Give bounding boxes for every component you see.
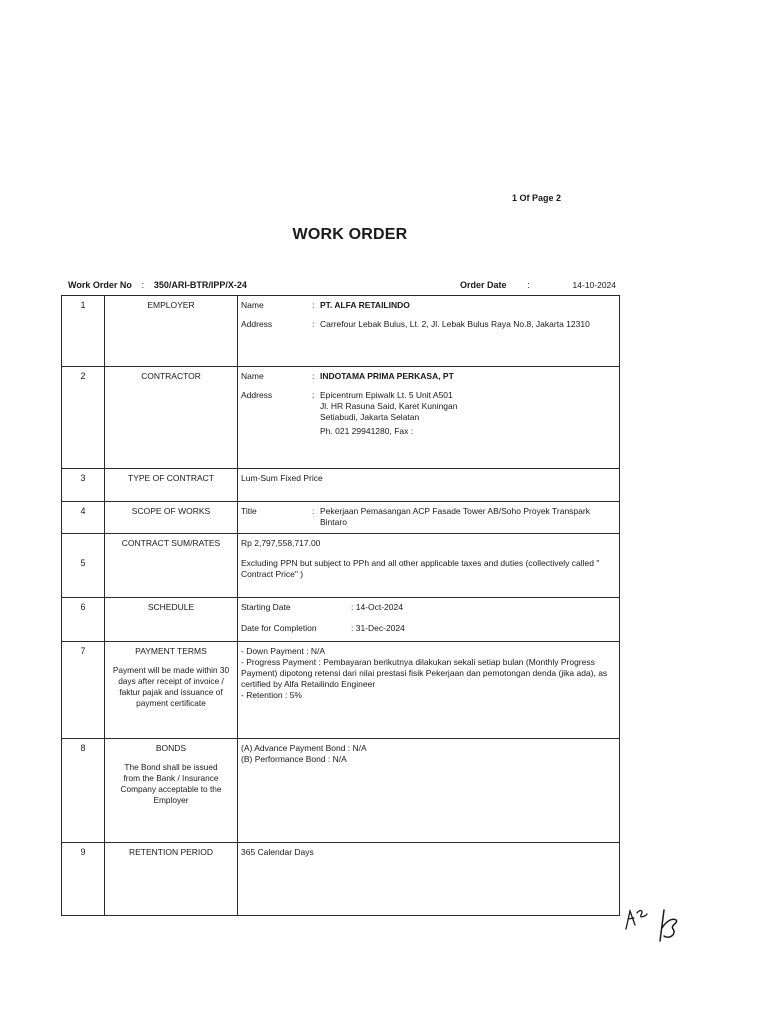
work-order-value: 350/ARI-BTR/IPP/X-24 [153,280,247,290]
row-number: 4 [62,502,105,534]
row-number: 8 [62,739,105,843]
field-key: Name [241,371,264,381]
order-date-value: 14-10-2024 [572,280,617,290]
address-line: Jl. HR Rasuna Said, Karet Kuningan [320,401,458,411]
handwritten-signature-icon [655,908,687,946]
scope-title: Pekerjaan Pemasangan ACP Fasade Tower AB/Soho Proyek Transpark Bintaro [320,506,590,527]
address-line: Epicentrum Epiwalk Lt. 5 Unit A501 [320,390,453,400]
contractor-name: INDOTAMA PRIMA PERKASA, PT [320,371,454,381]
table-row-type-of-contract [62,469,620,502]
row-label-block [105,739,238,843]
table-row-scope-of-works [62,502,620,534]
colon: : [141,280,145,290]
row-content [238,739,620,843]
performance-bond: (B) Performance Bond : N/A [241,754,347,764]
table-row-bonds [62,739,620,843]
contractor-address [320,390,617,437]
contract-type-value: Lum-Sum Fixed Price [238,469,620,502]
handwritten-initials-icon [622,905,652,935]
completion-date: : 31-Dec-2024 [351,623,405,633]
field-key: Name [241,300,264,310]
page-number: 1 Of Page 2 [512,193,562,203]
row-content: Name : PT. ALFA RETAILINDO Address : Carrefour Lebak Bulus, Lt. 2, Jl. Lebak Bulus Raya No.8, Jakarta 12310 [238,296,620,367]
down-payment: - Down Payment : N/A [241,646,326,656]
row-label: EMPLOYER [105,296,238,367]
row-content [238,534,620,598]
row-label: TYPE OF CONTRACT [105,469,238,502]
table-row-retention-period [62,843,620,916]
advance-payment-bond: (A) Advance Payment Bond : N/A [241,743,367,753]
row-label: CONTRACTOR [105,367,238,469]
order-date-label: Order Date [460,280,507,290]
row-content: Title : Pekerjaan Pemasangan ACP Fasade Tower AB/Soho Proyek Transpark Bintaro [238,502,620,534]
employer-address: Carrefour Lebak Bulus, Lt. 2, Jl. Lebak Bulus Raya No.8, Jakarta 12310 [320,319,590,329]
table-row-contractor [62,367,620,469]
table-row-schedule [62,598,620,642]
row-number: 2 [62,367,105,469]
payment-note: Payment will be made within 30 days after receipt of invoice / faktur pajak and issuance of payment certificate [112,665,230,708]
retention: - Retention : 5% [241,690,302,700]
field-key: Title [241,506,257,516]
row-content [238,642,620,739]
start-date: : 14-Oct-2024 [351,602,403,612]
row-label: CONTRACT SUM/RATES [105,534,238,598]
table-row-payment-terms [62,642,620,739]
row-number: 5 [62,534,105,598]
bonds-note: The Bond shall be issued from the Bank / Insurance Company acceptable to the Employer [120,762,222,805]
field-key: Starting Date [241,602,291,612]
row-label: PAYMENT TERMS [135,646,207,656]
row-content [238,598,620,642]
row-content: Name : INDOTAMA PRIMA PERKASA, PT Address : Epicentrum Epiwalk Lt. 5 Unit A501 Jl. HR Rasuna Said, Karet Kuningan Setiabudi, Jakarta Selatan Ph. 021 29941280, Fax : [238,367,620,469]
row-label: SCOPE OF WORKS [105,502,238,534]
row-number: 7 [62,642,105,739]
row-number: 6 [62,598,105,642]
progress-payment: - Progress Payment : Pembayaran berikutnya dilakukan sekali setiap bulan (Monthly Progress Payment) dipotong retensi dari nilai prestasi fisik Pekerjaan dan pemotongan denda (jika ada), as certified by Alfa Retailindo Engineer [241,657,608,689]
contract-note: Excluding PPN but subject to PPh and all other applicable taxes and duties (collectively called " Contract Price" ) [241,558,600,579]
page-title: WORK ORDER [292,226,408,243]
row-number: 9 [62,843,105,916]
employer-name: PT. ALFA RETAILINDO [320,300,410,310]
contractor-phone: Ph. 021 29941280, Fax : [320,426,414,436]
row-label-block [105,642,238,739]
work-order-label: Work Order No [68,280,132,290]
work-order-number [68,280,247,290]
contract-amount: Rp 2,797,558,717.00 [241,538,321,548]
table-row-contract-sum [62,534,620,598]
colon: : [527,280,530,290]
order-date [460,280,616,290]
row-label: SCHEDULE [105,598,238,642]
row-number: 1 [62,296,105,367]
row-label: BONDS [155,743,187,753]
field-key: Address [241,390,273,400]
retention-period-value: 365 Calendar Days [238,843,620,916]
table-row-employer [62,296,620,367]
row-label: RETENTION PERIOD [105,843,238,916]
field-key: Address [241,319,273,329]
address-line: Setiabudi, Jakarta Selatan [320,412,420,422]
field-key: Date for Completion [241,623,317,633]
row-number: 3 [62,469,105,502]
work-order-table [61,295,620,916]
